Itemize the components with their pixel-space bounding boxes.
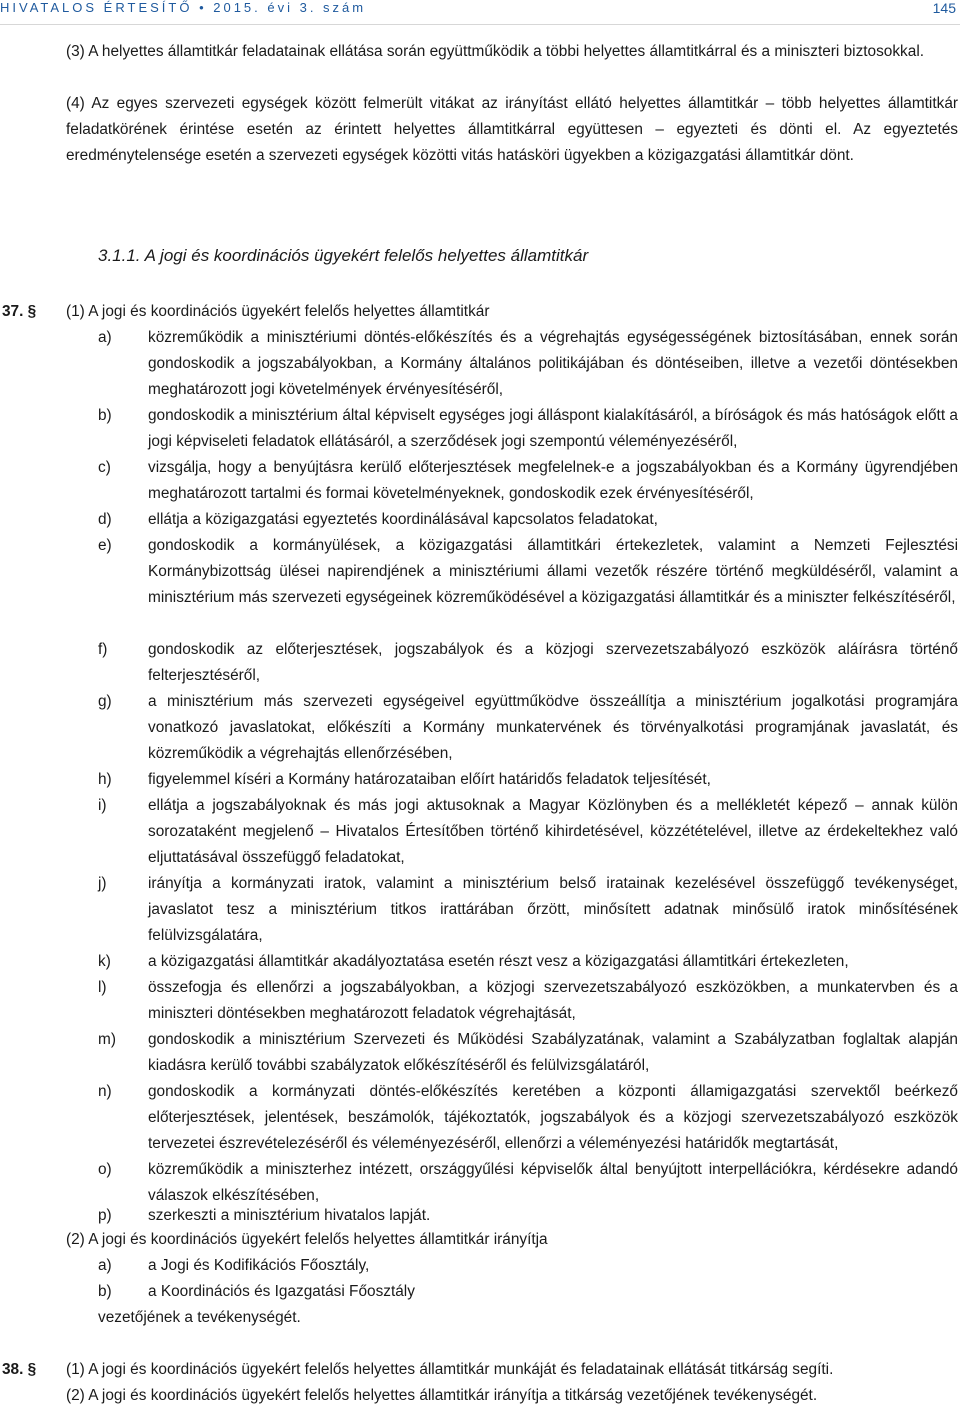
item-text: a Jogi és Kodifikációs Főosztály, bbox=[148, 1257, 370, 1274]
item-letter: h) bbox=[98, 771, 112, 788]
item-letter: k) bbox=[98, 953, 111, 970]
item-text: összefogja és ellenőrzi a jogszabályokban, a közjogi szervezetszabályozó eszközökben, a munkatervben és a miniszteri döntésekben meghatározott feladatok végrehajtását, bbox=[148, 979, 958, 1022]
item-letter: e) bbox=[98, 537, 112, 554]
item-letter: l) bbox=[98, 979, 107, 996]
item-text: a Koordinációs és Igazgatási Főosztály bbox=[148, 1283, 415, 1300]
item-text: ellátja a közigazgatási egyeztetés koordinálásával kapcsolatos feladatokat, bbox=[148, 511, 658, 528]
journal-title: HIVATALOS ÉRTESÍTŐ • 2015. évi 3. szám bbox=[0, 0, 367, 15]
item-text: irányítja a kormányzati iratok, valamint a minisztérium belső iratainak kezelésével összefüggő tevékenységet, javaslatot tesz a minisztérium titkos irattárában őrzött, minősített adatnak minősülő iratok minősítésének felülvizsgálatára, bbox=[148, 875, 958, 944]
section-number-37: 37. § bbox=[2, 303, 37, 320]
paragraph-4: (4) Az egyes szervezeti egységek között felmerült vitákat az irányítást ellátó helyettes államtitkár – több helyettes államtitkár feladatkörének érintése esetén az érintett helyettes államtitkárral együttesen – egyezteti és dönti el. Az egyeztetés eredménytelensége esetén a szervezeti egységek közötti vitás hatásköri ügyekben a közigazgatási államtitkár dönt. bbox=[66, 95, 958, 164]
item-letter: a) bbox=[98, 1257, 112, 1274]
item-letter: f) bbox=[98, 641, 108, 658]
item-letter: j) bbox=[98, 875, 107, 892]
item-letter: b) bbox=[98, 407, 112, 424]
item-letter: c) bbox=[98, 459, 111, 476]
item-text: gondoskodik az előterjesztések, jogszabályok és a közjogi szervezetszabályozó eszközök aláírásra történő felterjesztéséről, bbox=[148, 641, 958, 684]
item-letter: g) bbox=[98, 693, 112, 710]
item-letter: a) bbox=[98, 329, 112, 346]
item-letter: i) bbox=[98, 797, 107, 814]
item-text: gondoskodik a kormányülések, a közigazgatási államtitkári értekezletek, valamint a Nemzeti Fejlesztési Kormánybizottság ülései napirendjének a minisztériumi állami vezetők részére történő megküldéséről, valamint a minisztérium más szervezeti egységeinek közreműködésével a közigazgatási államtitkár és a miniszter felkészítéséről, bbox=[148, 537, 958, 606]
item-letter: o) bbox=[98, 1161, 112, 1178]
item-text: vizsgálja, hogy a benyújtásra kerülő előterjesztések megfelelnek-e a jogszabályokban és a Kormány ügyrendjében meghatározott tartalmi és formai követelményeknek, gondoskodik ezek érvényesítéséről, bbox=[148, 459, 958, 502]
paragraph-3: (3) A helyettes államtitkár feladatainak ellátása során együttműködik a többi helyettes államtitkárral és a miniszteri biztosokkal. bbox=[66, 43, 925, 60]
item-letter: n) bbox=[98, 1083, 112, 1100]
item-text: gondoskodik a minisztérium által képviselt egységes jogi álláspont kialakításáról, a bíróságok és más hatóságok előtt a jogi képviseleti feladatok ellátásáról, a szerződések jogi szempontú véleményezéséről, bbox=[148, 407, 958, 450]
item-letter: p) bbox=[98, 1207, 112, 1224]
page-header bbox=[0, 0, 960, 25]
item-letter: m) bbox=[98, 1031, 116, 1048]
item-letter: d) bbox=[98, 511, 112, 528]
section-38-paragraph-1: (1) A jogi és koordinációs ügyekért felelős helyettes államtitkár munkáját és feladatainak ellátását titkárság segíti. bbox=[66, 1361, 834, 1378]
item-text: gondoskodik a kormányzati döntés-előkészítés keretében a központi államigazgatási szervektől beérkező előterjesztések, jelentések, beszámolók, tájékoztatók, jogszabályok és a közjogi szervezetszabályozó eszközök tervezetei észrevételezéséről és véleményezéséről, ellenőrzi a véleményezési határidők megtartását, bbox=[148, 1083, 958, 1152]
section-37-paragraph-2-intro: (2) A jogi és koordinációs ügyekért felelős helyettes államtitkár irányítja bbox=[66, 1231, 548, 1248]
item-letter: b) bbox=[98, 1283, 112, 1300]
page-number: 145 bbox=[932, 0, 956, 16]
section-37-paragraph-1-intro: (1) A jogi és koordinációs ügyekért felelős helyettes államtitkár bbox=[66, 303, 490, 320]
item-text: figyelemmel kíséri a Kormány határozataiban előírt határidős feladatok teljesítését, bbox=[148, 771, 711, 788]
item-text: a minisztérium más szervezeti egységeivel együttműködve összeállítja a minisztérium jogalkotási programjára vonatkozó javaslatokat, előkészíti a Kormány munkatervének és törvényalkotási programjának javaslatát, és közreműködik a végrehajtás ellenőrzésében, bbox=[148, 693, 958, 762]
section-38-paragraph-2: (2) A jogi és koordinációs ügyekért felelős helyettes államtitkár irányítja a titkárság vezetőjének tevékenységét. bbox=[66, 1387, 818, 1404]
subsection-title: 3.1.1. A jogi és koordinációs ügyekért felelős helyettes államtitkár bbox=[98, 246, 589, 265]
item-text: a közigazgatási államtitkár akadályoztatása esetén részt vesz a közigazgatási államtitkári értekezleten, bbox=[148, 953, 849, 970]
section-37 bbox=[0, 299, 960, 1339]
item-text: ellátja a jogszabályoknak és más jogi aktusoknak a Magyar Közlönyben és a mellékletét képező – annak külön sorozataként megjelenő – Hivatalos Értesítőben történő kihirdetésével, közzétételével, illetve az érdekeltekhez való eljuttatásával összefüggő feladatokat, bbox=[148, 797, 958, 866]
section-number-38: 38. § bbox=[2, 1361, 37, 1378]
item-text: közreműködik a minisztériumi döntés-előkészítés és a végrehajtás egységességének biztosításában, ennek során gondoskodik a jogszabályokban, a Kormány általános politikájában és döntéseiben, illetve a vezetői döntésekben meghatározott jogi követelmények érvényesítéséről, bbox=[148, 329, 958, 398]
item-text: közreműködik a miniszterhez intézett, országgyűlési képviselők által benyújtott interpellációkra, kérdésekre adandó válaszok elkészítésében, bbox=[148, 1161, 958, 1204]
section-37-paragraph-2-outro: vezetőjének a tevékenységét. bbox=[98, 1309, 301, 1326]
item-text: szerkeszti a minisztérium hivatalos lapját. bbox=[148, 1207, 431, 1224]
item-text: gondoskodik a minisztérium Szervezeti és Működési Szabályzatának, valamint a Szabályzatban foglaltak alapján kiadásra kerülő további szabályzatok előkészítéséről és felülvizsgálatáról, bbox=[148, 1031, 958, 1074]
